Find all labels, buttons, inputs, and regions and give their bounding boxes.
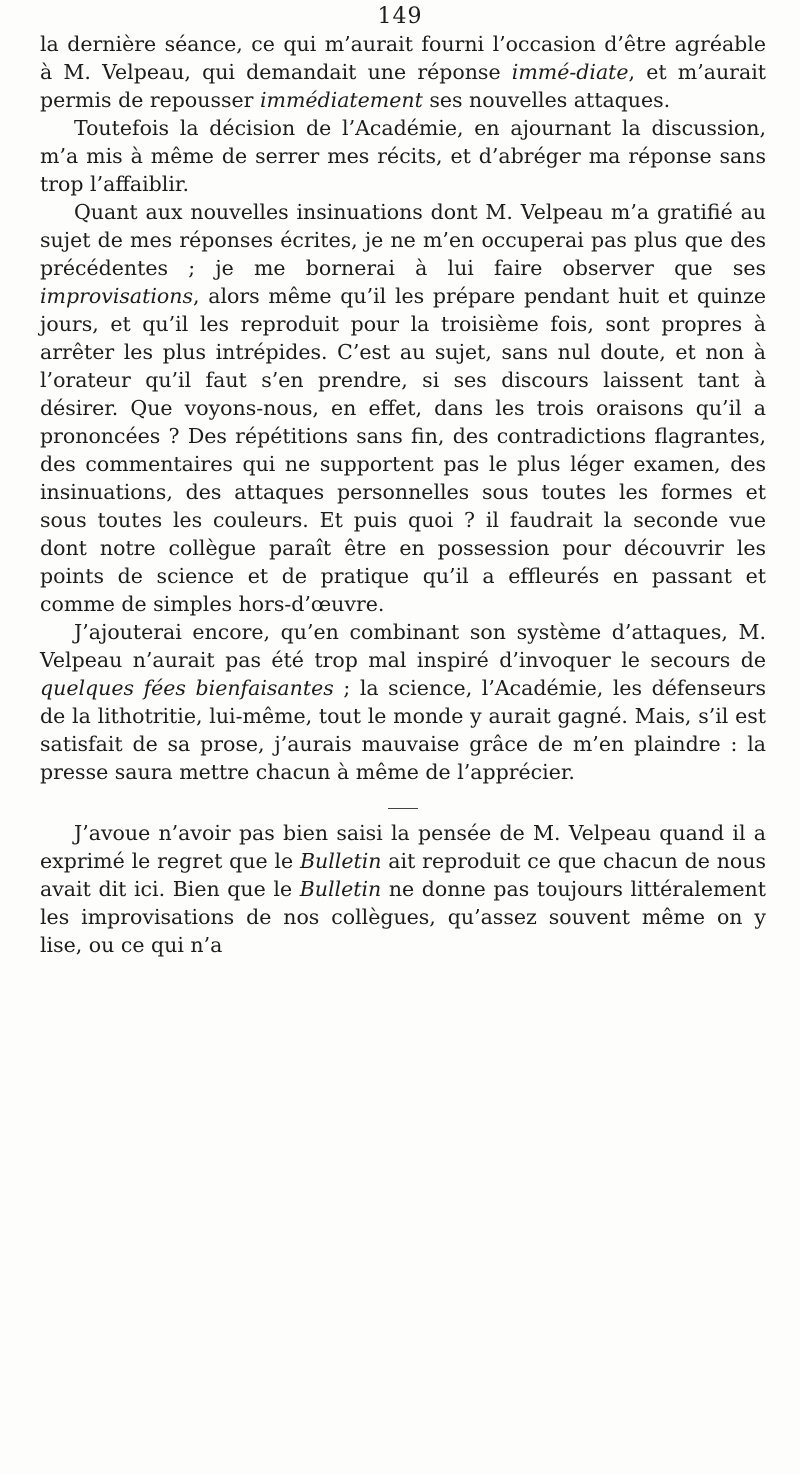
text-run: ; la science, l’Académie, les défenseurs de la lithotritie, lui-même, tout le monde y aurait gagné. Mais, s’il est satisfait de sa prose, j’aurais mauvaise grâce de m’en plaindre : la presse saura mettre chacun à même de l’apprécier.: [40, 676, 766, 784]
italic-run: improvisations: [40, 284, 193, 308]
italic-run: Bulletin: [299, 849, 382, 873]
paragraph-5: [40, 819, 766, 959]
italic-run: Bulletin: [299, 877, 382, 901]
text-run: J’ajouterai encore, qu’en combinant son système d’attaques, M. Velpeau n’aurait pas été trop mal inspiré d’invoquer le secours de: [40, 620, 766, 672]
text-run: , et m’aurait permis de repousser: [40, 60, 766, 112]
text-run: ses nouvelles attaques.: [422, 88, 671, 112]
paragraph-4: [40, 618, 766, 786]
text-run: Toutefois la décision de l’Académie, en ajournant la discussion, m’a mis à même de serrer mes récits, et d’abréger ma réponse sans trop l’affaiblir.: [40, 116, 766, 196]
paragraph-1: [40, 30, 766, 114]
text-run: la dernière séance, ce qui m’aurait fourni l’occasion d’être agréable à M. Velpeau, qui demandait une réponse: [40, 32, 766, 84]
italic-run: quelques fées bienfaisantes: [40, 676, 334, 700]
body-text: [40, 30, 766, 959]
text-run: ait reproduit ce que chacun de nous avait dit ici. Bien que le: [40, 849, 766, 901]
text-run: J’avoue n’avoir pas bien saisi la pensée de M. Velpeau quand il a exprimé le regret que le: [40, 821, 766, 873]
italic-run: immé-diate: [511, 60, 629, 84]
text-run: , alors même qu’il les prépare pendant huit et quinze jours, et qu’il les reproduit pour la troisième fois, sont propres à arrêter les plus intrépides. C’est au sujet, sans nul doute, et non à l’orateur qu’il faut s’en prendre, si ses discours laissent tant à désirer. Que voyons-nous, en effet, dans les trois oraisons qu’il a prononcées ? Des répétitions sans fin, des contradictions flagrantes, des commentaires qui ne supportent pas le plus léger examen, des insinuations, des attaques personnelles sous toutes les formes et sous toutes les couleurs. Et puis quoi ? il faudrait la seconde vue dont notre collègue paraît être en possession pour découvrir les points de science et de pratique qu’il a effleurés en passant et comme de simples hors-d’œuvre.: [40, 284, 766, 616]
text-run: ne donne pas toujours littéralement les improvisations de nos collègues, qu’assez souvent même on y lise, ou ce qui n’a: [40, 877, 766, 957]
paragraph-3: [40, 198, 766, 618]
paragraph-2: [40, 114, 766, 198]
text-run: Quant aux nouvelles insinuations dont M. Velpeau m’a gratifié au sujet de mes réponses écrites, je ne m’en occuperai pas plus que des précédentes ; je me bornerai à lui faire observer que ses: [40, 200, 766, 280]
italic-run: immédiatement: [259, 88, 423, 112]
page-number: 149: [377, 4, 423, 29]
section-separator: [388, 808, 418, 809]
